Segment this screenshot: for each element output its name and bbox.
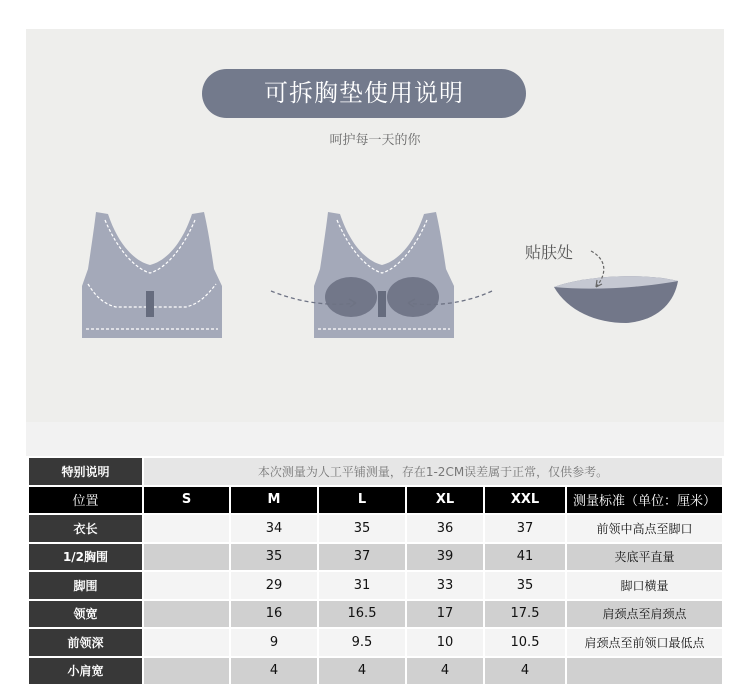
size-value-cell: 17: [406, 600, 484, 629]
size-value-cell: 31: [318, 571, 406, 600]
header-size-xxl: XXL: [484, 486, 566, 515]
illustration-panel: [26, 29, 724, 422]
size-value-cell: [143, 514, 230, 543]
skin-side-label: 贴肤处: [525, 243, 574, 262]
size-value-cell: 41: [484, 543, 566, 572]
bra-without-pads: [82, 212, 222, 338]
table-row: [28, 657, 723, 686]
page-subtitle: 呵护每一天的你: [329, 133, 421, 148]
special-note-row: [28, 457, 723, 486]
page-title: 可拆胸垫使用说明: [202, 69, 526, 118]
size-value-cell: 10.5: [484, 628, 566, 657]
table-row: [28, 600, 723, 629]
size-value-cell: 17.5: [484, 600, 566, 629]
measurement-standard: 夹底平直量: [566, 543, 723, 572]
special-note-text: 本次测量为人工平铺测量，存在1-2CM误差属于正常，仅供参考。: [143, 457, 723, 486]
measurement-standard: 脚口横量: [566, 571, 723, 600]
header-size-l: L: [318, 486, 406, 515]
table-row: [28, 514, 723, 543]
size-value-cell: 37: [484, 514, 566, 543]
size-value-cell: 4: [484, 657, 566, 686]
header-size-m: M: [230, 486, 318, 515]
size-value-cell: 37: [318, 543, 406, 572]
row-label: 1/2胸围: [28, 543, 143, 572]
header-position: 位置: [28, 486, 143, 515]
row-label: 衣长: [28, 514, 143, 543]
size-table: [27, 456, 724, 686]
bra-illustration: [26, 29, 724, 422]
size-value-cell: 9: [230, 628, 318, 657]
table-row: [28, 543, 723, 572]
special-note-label: 特别说明: [28, 457, 143, 486]
measurement-standard: 肩颈点至肩颈点: [566, 600, 723, 629]
measurement-standard: 肩颈点至前领口最低点: [566, 628, 723, 657]
row-label: 领宽: [28, 600, 143, 629]
header-size-s: S: [143, 486, 230, 515]
size-value-cell: 29: [230, 571, 318, 600]
row-label: 前领深: [28, 628, 143, 657]
size-value-cell: 35: [230, 543, 318, 572]
size-value-cell: 39: [406, 543, 484, 572]
row-label: 小肩宽: [28, 657, 143, 686]
size-value-cell: 35: [484, 571, 566, 600]
size-value-cell: [143, 628, 230, 657]
size-value-cell: 9.5: [318, 628, 406, 657]
divider-stripe: [26, 422, 724, 456]
table-row: [28, 571, 723, 600]
size-value-cell: [143, 543, 230, 572]
measurement-standard: 前领中高点至脚口: [566, 514, 723, 543]
size-value-cell: 34: [230, 514, 318, 543]
size-value-cell: [143, 600, 230, 629]
size-value-cell: 10: [406, 628, 484, 657]
size-value-cell: 33: [406, 571, 484, 600]
size-value-cell: 36: [406, 514, 484, 543]
header-standard: 测量标准（单位：厘米）: [566, 486, 723, 515]
size-value-cell: 16: [230, 600, 318, 629]
header-row: [28, 486, 723, 515]
size-value-cell: 16.5: [318, 600, 406, 629]
header-size-xl: XL: [406, 486, 484, 515]
size-value-cell: 4: [230, 657, 318, 686]
bra-with-pads: [314, 212, 454, 338]
measurement-standard: [566, 657, 723, 686]
size-value-cell: [143, 657, 230, 686]
size-value-cell: 4: [406, 657, 484, 686]
row-label: 脚围: [28, 571, 143, 600]
size-value-cell: 35: [318, 514, 406, 543]
table-row: [28, 628, 723, 657]
size-value-cell: [143, 571, 230, 600]
size-value-cell: 4: [318, 657, 406, 686]
